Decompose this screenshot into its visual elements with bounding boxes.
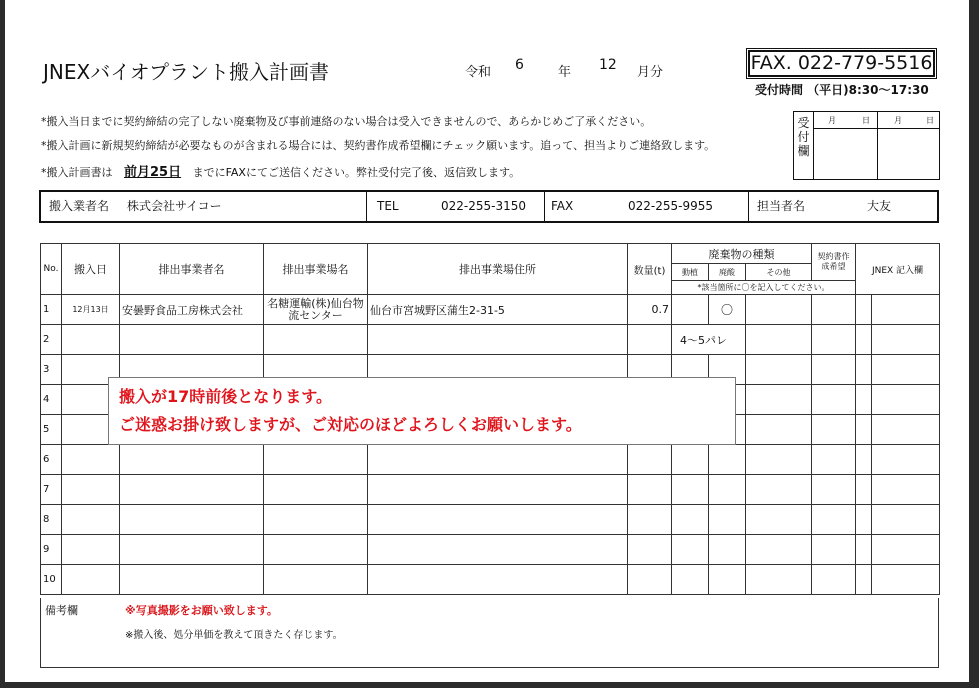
row-jnex-2: [872, 295, 940, 325]
col-no: No.: [41, 244, 62, 295]
row-jnex-1: [856, 325, 872, 355]
col-address: 排出事業場住所: [368, 244, 628, 295]
month-value: 12: [599, 57, 617, 73]
receipt-month-1: 月: [828, 116, 836, 125]
row-no: 1: [41, 295, 62, 325]
person-name: 大友: [867, 199, 892, 213]
row-other: [746, 295, 812, 325]
table-row: [41, 445, 940, 475]
table-row: [41, 325, 940, 355]
tel-number: 022-255-3150: [441, 199, 527, 213]
receipt-month-2: 月: [894, 116, 902, 125]
divider: [748, 192, 749, 221]
col-company: 排出事業者名: [120, 244, 264, 295]
era-label: 令和: [465, 65, 492, 80]
row-no: 9: [41, 535, 62, 565]
callout-line-1: 搬入が17時前後となります。: [119, 387, 332, 406]
col-animal: 動植: [672, 264, 709, 281]
reception-hours: 受付時間 （平日)8:30〜17:30: [755, 83, 929, 97]
row-address: 仙台市宮城野区蒲生2-31-5: [368, 295, 628, 325]
tel-label: TEL: [377, 199, 399, 213]
divider: [366, 192, 367, 221]
col-contract: 契約書作成希望: [812, 244, 856, 281]
company-label: 搬入業者名: [49, 199, 110, 213]
note-1: *搬入当日までに契約締結の完了しない廃棄物及び事前連絡のない場合は受入できませんので、あらかじめご了承ください。: [41, 115, 652, 128]
row-date: 12月13日: [62, 295, 120, 325]
row-qty: 0.7: [628, 295, 672, 325]
remarks-label: 備考欄: [45, 604, 78, 617]
fax-number-box: FAX. 022-779-5516: [748, 50, 935, 77]
row-contract: [812, 295, 856, 325]
person-label: 担当者名: [757, 199, 806, 213]
row-no: 8: [41, 505, 62, 535]
receipt-day-2: 日: [926, 116, 934, 125]
remarks-line-2: ※搬入後、処分単価を教えて頂きたく存じます。: [125, 630, 343, 641]
row-site: 名糖運輸(株)仙台物流センター: [264, 295, 368, 325]
col-date: 搬入日: [62, 244, 120, 295]
row-jnex-1: [856, 295, 872, 325]
row-contract: [812, 325, 856, 355]
remarks-box: [40, 598, 939, 668]
check-note: *該当箇所に〇を記入してください。: [672, 281, 856, 295]
col-acid: 廃酸: [709, 264, 746, 281]
col-jnex: JNEX 記入欄: [856, 244, 940, 295]
col-qty: 数量(t): [628, 244, 672, 295]
row-animal: [672, 295, 709, 325]
form-page: [5, 0, 969, 682]
row-no: 10: [41, 565, 62, 595]
fax-label: FAX: [551, 199, 574, 213]
remarks-line-1: ※写真撮影をお願い致します。: [125, 604, 278, 617]
callout-line-2: ご迷惑お掛け致しますが、ご対応のほどよろしくお願いします。: [119, 415, 582, 434]
row-site: [264, 325, 368, 355]
form-title: JNEXバイオプラント搬入計画書: [43, 60, 329, 84]
company-name: 株式会社サイコー: [127, 199, 222, 213]
table-row: [41, 565, 940, 595]
col-waste-type: 廃棄物の種類: [672, 244, 812, 264]
note-3-prefix: *搬入計画書は: [41, 166, 113, 179]
table-row: [41, 475, 940, 505]
table-row: [41, 535, 940, 565]
row-no: 2: [41, 325, 62, 355]
table-row: [41, 295, 940, 325]
row-jnex-2: [872, 325, 940, 355]
divider: [544, 192, 545, 221]
year-label: 年: [558, 65, 572, 80]
row-date: [62, 325, 120, 355]
row-company: [120, 325, 264, 355]
note-2: *搬入計画に新規契約締結が必要なものが含まれる場合には、契約書作成希望欄にチェック願います。追って、担当よりご連絡致します。: [41, 139, 716, 152]
month-label: 月分: [637, 65, 664, 80]
vendor-header: [39, 190, 939, 223]
year-value: 6: [515, 57, 524, 73]
row-qty: [628, 325, 672, 355]
note-3: [41, 161, 520, 180]
receipt-label: 受付欄: [794, 112, 814, 179]
row-no: 4: [41, 385, 62, 415]
col-other: その他: [746, 264, 812, 281]
row-other: [746, 325, 812, 355]
row-no: 3: [41, 355, 62, 385]
row-acid: 〇: [709, 295, 746, 325]
receipt-divider: [877, 112, 878, 179]
deadline: 前月25日: [124, 165, 182, 180]
note-3-suffix: までにFAXにてご送信ください。弊社受付完了後、返信致します。: [192, 166, 521, 179]
row-no: 5: [41, 415, 62, 445]
receipt-day-1: 日: [862, 116, 870, 125]
table-row: [41, 505, 940, 535]
row-no: 6: [41, 445, 62, 475]
col-site: 排出事業場名: [264, 244, 368, 295]
fax-number: 022-255-9955: [628, 199, 714, 213]
message-callout: [108, 377, 736, 445]
row-address: [368, 325, 628, 355]
row-company: 安曇野食品工房株式会社: [120, 295, 264, 325]
row-no: 7: [41, 475, 62, 505]
receipt-box: [793, 111, 940, 180]
row-pallet-note: 4〜5パレ: [672, 325, 746, 355]
